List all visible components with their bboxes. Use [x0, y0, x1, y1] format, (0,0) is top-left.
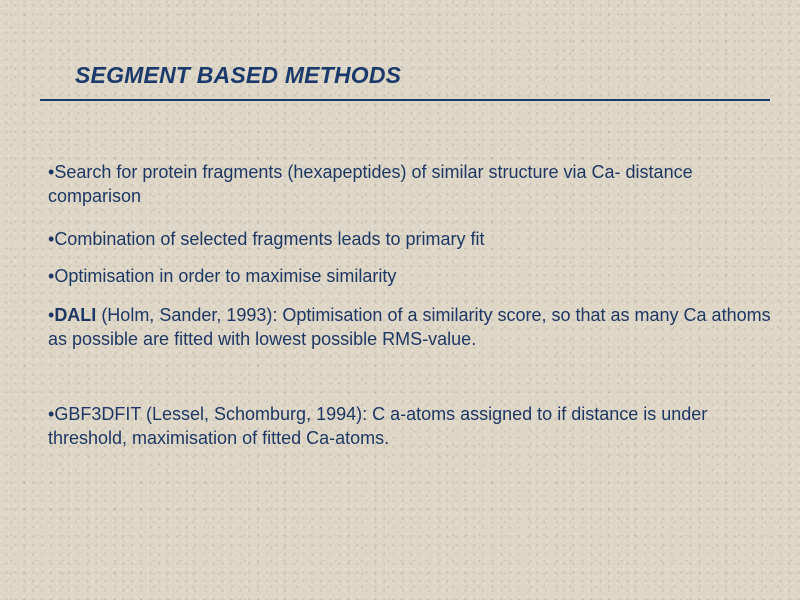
title-divider: [40, 99, 770, 101]
bullet-marker: •: [48, 404, 55, 424]
bullet-marker: •: [48, 305, 55, 325]
dali-label: DALI: [54, 305, 97, 325]
bullet-text: GBF3DFIT (Lessel, Schomburg, 1994): C a-atoms assigned to if distance is under threshold, maximisation of fitted Ca-atoms.: [48, 404, 708, 448]
bullet-text: Combination of selected fragments leads to primary fit: [54, 229, 485, 249]
bullet-item: [48, 402, 773, 450]
slide-title: SEGMENT BASED METHODS: [75, 62, 402, 88]
bullet-item: [48, 264, 773, 288]
bullet-text: Search for protein fragments (hexapeptides) of similar structure via Ca- distance comparison: [48, 162, 693, 206]
bullet-list: [48, 160, 773, 450]
bullet-marker: •: [48, 229, 55, 249]
bullet-item: [48, 160, 773, 208]
bullet-marker: •: [48, 266, 55, 286]
bullet-text: (Holm, Sander, 1993): Optimisation of a similarity score, so that as many Ca athoms as possible are fitted with lowest possible RMS-value.: [48, 305, 771, 349]
bullet-item: [48, 227, 773, 251]
bullet-marker: •: [48, 162, 55, 182]
bullet-item: [48, 303, 773, 351]
bullet-text: Optimisation in order to maximise similarity: [54, 266, 397, 286]
